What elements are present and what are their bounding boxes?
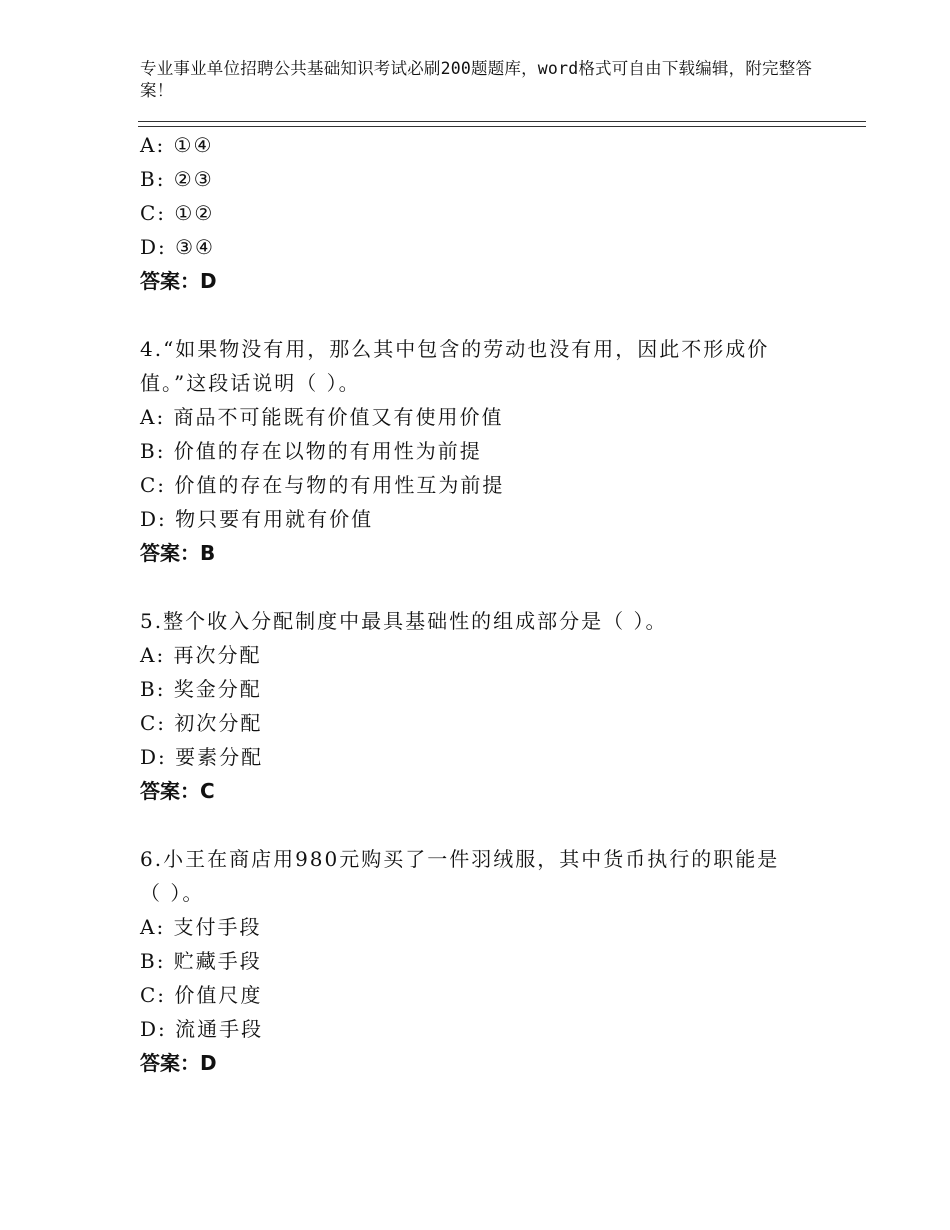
option-b: B: 奖金分配 bbox=[140, 677, 262, 701]
option-c: C: ①② bbox=[140, 201, 215, 225]
question-4 bbox=[140, 332, 840, 570]
option-d: D: 流通手段 bbox=[140, 1017, 264, 1041]
answer-line: 答案：B bbox=[140, 541, 216, 565]
document-header: 专业事业单位招聘公共基础知识考试必刷200题题库，word格式可自由下载编辑，附完整答案！ bbox=[140, 59, 813, 100]
option-c: C: 价值尺度 bbox=[140, 983, 263, 1007]
option-b: B: 价值的存在以物的有用性为前提 bbox=[140, 439, 482, 463]
option-c: C: 价值的存在与物的有用性互为前提 bbox=[140, 473, 505, 497]
question-stem: 5.整个收入分配制度中最具基础性的组成部分是（ ）。 bbox=[140, 609, 668, 633]
question-6 bbox=[140, 842, 840, 1080]
question-3-continued bbox=[140, 128, 840, 298]
answer-line: 答案：D bbox=[140, 269, 217, 293]
question-5 bbox=[140, 604, 840, 808]
option-a: A: 商品不可能既有价值又有使用价值 bbox=[140, 405, 504, 429]
option-b: B: 贮藏手段 bbox=[140, 949, 262, 973]
option-c: C: 初次分配 bbox=[140, 711, 263, 735]
header-divider-top bbox=[138, 121, 866, 122]
option-a: A: ①④ bbox=[140, 133, 214, 157]
answer-line: 答案：C bbox=[140, 779, 215, 803]
option-b: B: ②③ bbox=[140, 167, 214, 191]
answer-line: 答案：D bbox=[140, 1051, 217, 1075]
option-d: D: ③④ bbox=[140, 235, 215, 259]
header-divider-bottom bbox=[138, 126, 866, 127]
option-a: A: 再次分配 bbox=[140, 643, 262, 667]
question-stem: 6.小王在商店用980元购买了一件羽绒服，其中货币执行的职能是（ ）。 bbox=[140, 847, 780, 905]
option-d: D: 物只要有用就有价值 bbox=[140, 507, 374, 531]
question-stem: 4.“如果物没有用，那么其中包含的劳动也没有用，因此不形成价值。”这段话说明（ ）。 bbox=[140, 337, 770, 395]
option-d: D: 要素分配 bbox=[140, 745, 264, 769]
question-list bbox=[140, 128, 840, 1080]
option-a: A: 支付手段 bbox=[140, 915, 262, 939]
